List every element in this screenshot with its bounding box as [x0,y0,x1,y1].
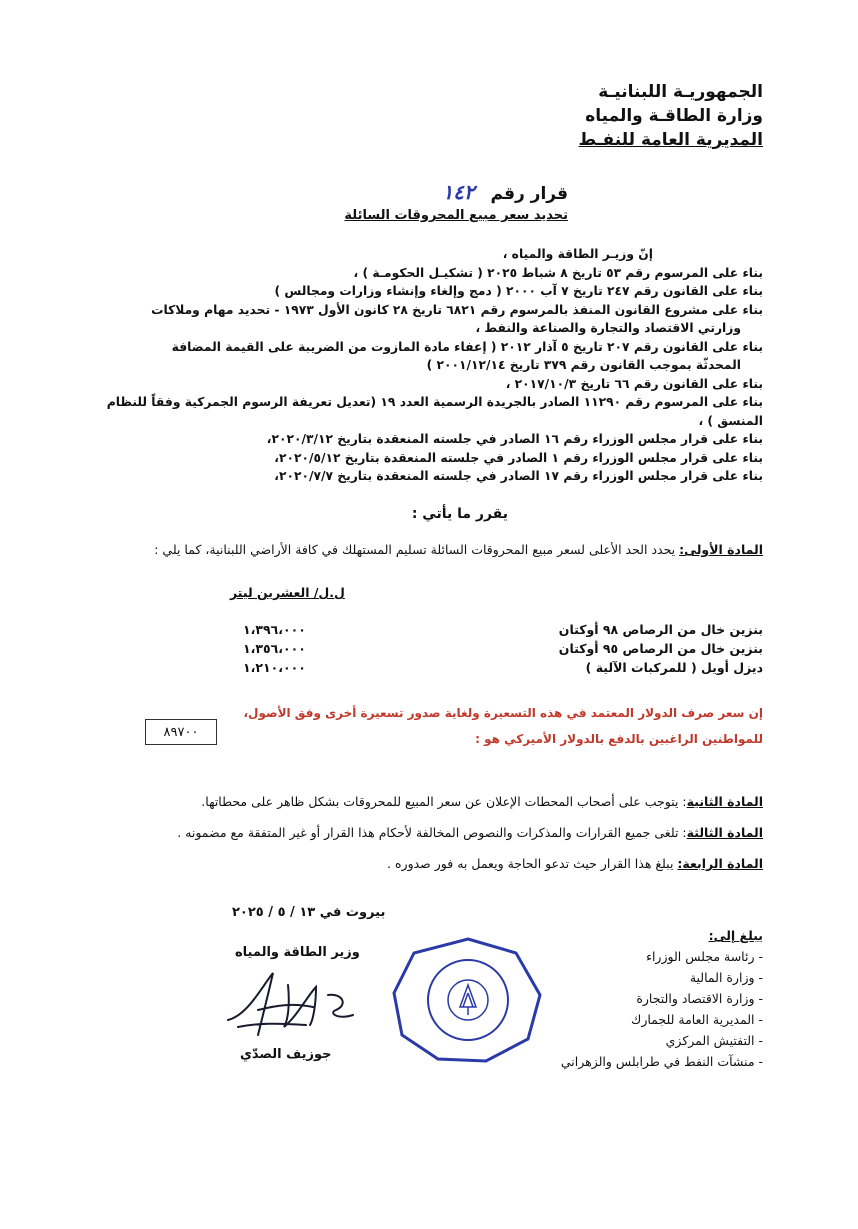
resolves-heading: يقرر ما يأتي : [411,506,508,522]
preamble-line: بناء على القانون رقم ٢٠٧ تاريخ ٥ آذار ٢٠١٢ ( إعفاء مادة المازوت من الضريبة على القيمة المضافة [171,339,763,354]
decision-title-label: قرار رقم [490,184,568,204]
preamble-line: بناء على قرار مجلس الوزراء رقم ١ الصادر في جلسته المنعقدة بتاريخ ٢٠٢٠/٥/١٢، [274,450,763,465]
preamble-line: المحدثّة بموجب القانون رقم ٣٧٩ تاريخ ٢٠٠١/١٢/١٤ ) [426,358,741,372]
list-item: - رئاسة مجلس الوزراء [646,949,763,964]
preamble-line: بناء على المرسوم رقم ٥٣ تاريخ ٨ شباط ٢٠٢٥ ( تشكيـل الحكومـة ) ، [353,265,763,280]
list-item: - وزارة الاقتصاد والتجارة [636,991,763,1006]
issue-date: بيروت في ١٣ / ٥ / ٢٠٢٥ [232,905,386,920]
article-1-label: المادة الأولى: [679,542,763,557]
notify-title: يبلغ إلى: [708,928,763,943]
table-row [243,620,763,639]
article-4-text: يبلغ هذا القرار حيث تدعو الحاجة ويعمل به فور صدوره . [387,856,678,871]
product-price: ١،٣٥٦،٠٠٠ [243,641,306,656]
list-item: - المديرية العامة للجمارك [631,1012,763,1027]
article-2-label: المادة الثانية [686,794,763,809]
letterhead-republic: الجمهوريـة اللبنانيـة [598,82,763,102]
article-4-label: المادة الرابعة: [677,856,763,871]
preamble-line: إنّ وزيـر الطاقة والمياه ، [502,247,653,261]
article-2 [83,794,763,809]
minister-title: وزير الطاقة والمياه [235,945,360,960]
decision-subtitle: تحديد سعر مبيع المحروقات السائلة [344,208,568,223]
preamble [83,245,763,486]
preamble-line: وزارتي الاقتصاد والتجارة والصناعة والنفط ، [475,321,741,335]
article-3 [83,825,763,840]
exchange-note-line1: إن سعر صرف الدولار المعتمد في هذه التسعيرة ولغاية صدور تسعيرة أخرى وفق الأصول، [243,706,763,720]
article-3-label: المادة الثالثة [686,825,763,840]
product-name: بنزين خال من الرصاص ٩٨ أوكتان [558,622,763,637]
exchange-note-line2: للمواطنين الراغبين بالدفع بالدولار الأميركي هو : [475,732,763,746]
product-name: ديزل أويل ( للمركبات الآلية ) [585,660,763,675]
article-4 [83,856,763,871]
table-row [243,639,763,658]
product-price: ١،٢١٠،٠٠٠ [243,660,306,675]
article-2-text: : يتوجب على أصحاب المحطات الإعلان عن سعر المبيع للمحروقات بشكل ظاهر على محطاتها. [201,794,687,809]
product-price: ١،٣٩٦،٠٠٠ [243,622,306,637]
notify-list [561,925,763,1072]
price-unit: ل.ل/ العشرين ليتر [230,585,345,600]
exchange-rate-box: ٨٩٧٠٠ [145,719,217,745]
article-1 [83,542,763,557]
article-1-text: يحدد الحد الأعلى لسعر مبيع المحروقات السائلة تسليم المستهلك في كافة الأراضي اللبنانية، كما يلي : [154,542,680,557]
list-item: - وزارة المالية [689,970,763,985]
letterhead-directorate: المديرية العامة للنفـط [578,130,763,150]
price-table [243,620,763,677]
official-stamp [388,935,548,1065]
decision-title [442,180,568,204]
table-row [243,658,763,677]
preamble-line: بناء على القانون رقم ٢٤٧ تاريخ ٧ آب ٢٠٠٠ ( دمج وإلغاء وإنشاء وزارات ومجالس ) [274,284,763,298]
product-name: بنزين خال من الرصاص ٩٥ أوكتان [558,641,763,656]
letterhead [579,80,763,152]
preamble-line: بناء على مشروع القانون المنفذ بالمرسوم رقم ٦٨٢١ تاريخ ٢٨ كانون الأول ١٩٧٣ - تحديد مهام وملاكات [151,302,763,317]
exchange-note [243,700,763,752]
decision-number: ١٤٢ [442,180,475,204]
preamble-line: بناء على قرار مجلس الوزراء رقم ١٧ الصادر في جلسته المنعقدة بتاريخ ٢٠٢٠/٧/٧، [274,469,763,483]
handwritten-signature [218,965,378,1045]
preamble-line: بناء على قرار مجلس الوزراء رقم ١٦ الصادر في جلسته المنعقدة بتاريخ ٢٠٢٠/٣/١٢، [266,432,763,446]
preamble-line: بناء على المرسوم رقم ١١٢٩٠ الصادر بالجريدة الرسمية العدد ١٩ (تعديل تعريفة الرسوم الجمركية وفقاً للنظام المنسق ) ، [106,395,763,428]
list-item: - منشآت النفط في طرابلس والزهراني [560,1054,763,1069]
list-item: - التفتيش المركزي [665,1033,763,1048]
article-3-text: : تلغى جميع القرارات والمذكرات والنصوص المخالفة لأحكام هذا القرار أو غير المتفقة مع مضمونه . [177,825,687,840]
preamble-line: بناء على القانون رقم ٦٦ تاريخ ٢٠١٧/١٠/٣ ، [505,376,763,391]
letterhead-ministry: وزارة الطاقـة والمياه [585,106,763,126]
minister-name: جوزيف الصدّي [240,1047,332,1062]
